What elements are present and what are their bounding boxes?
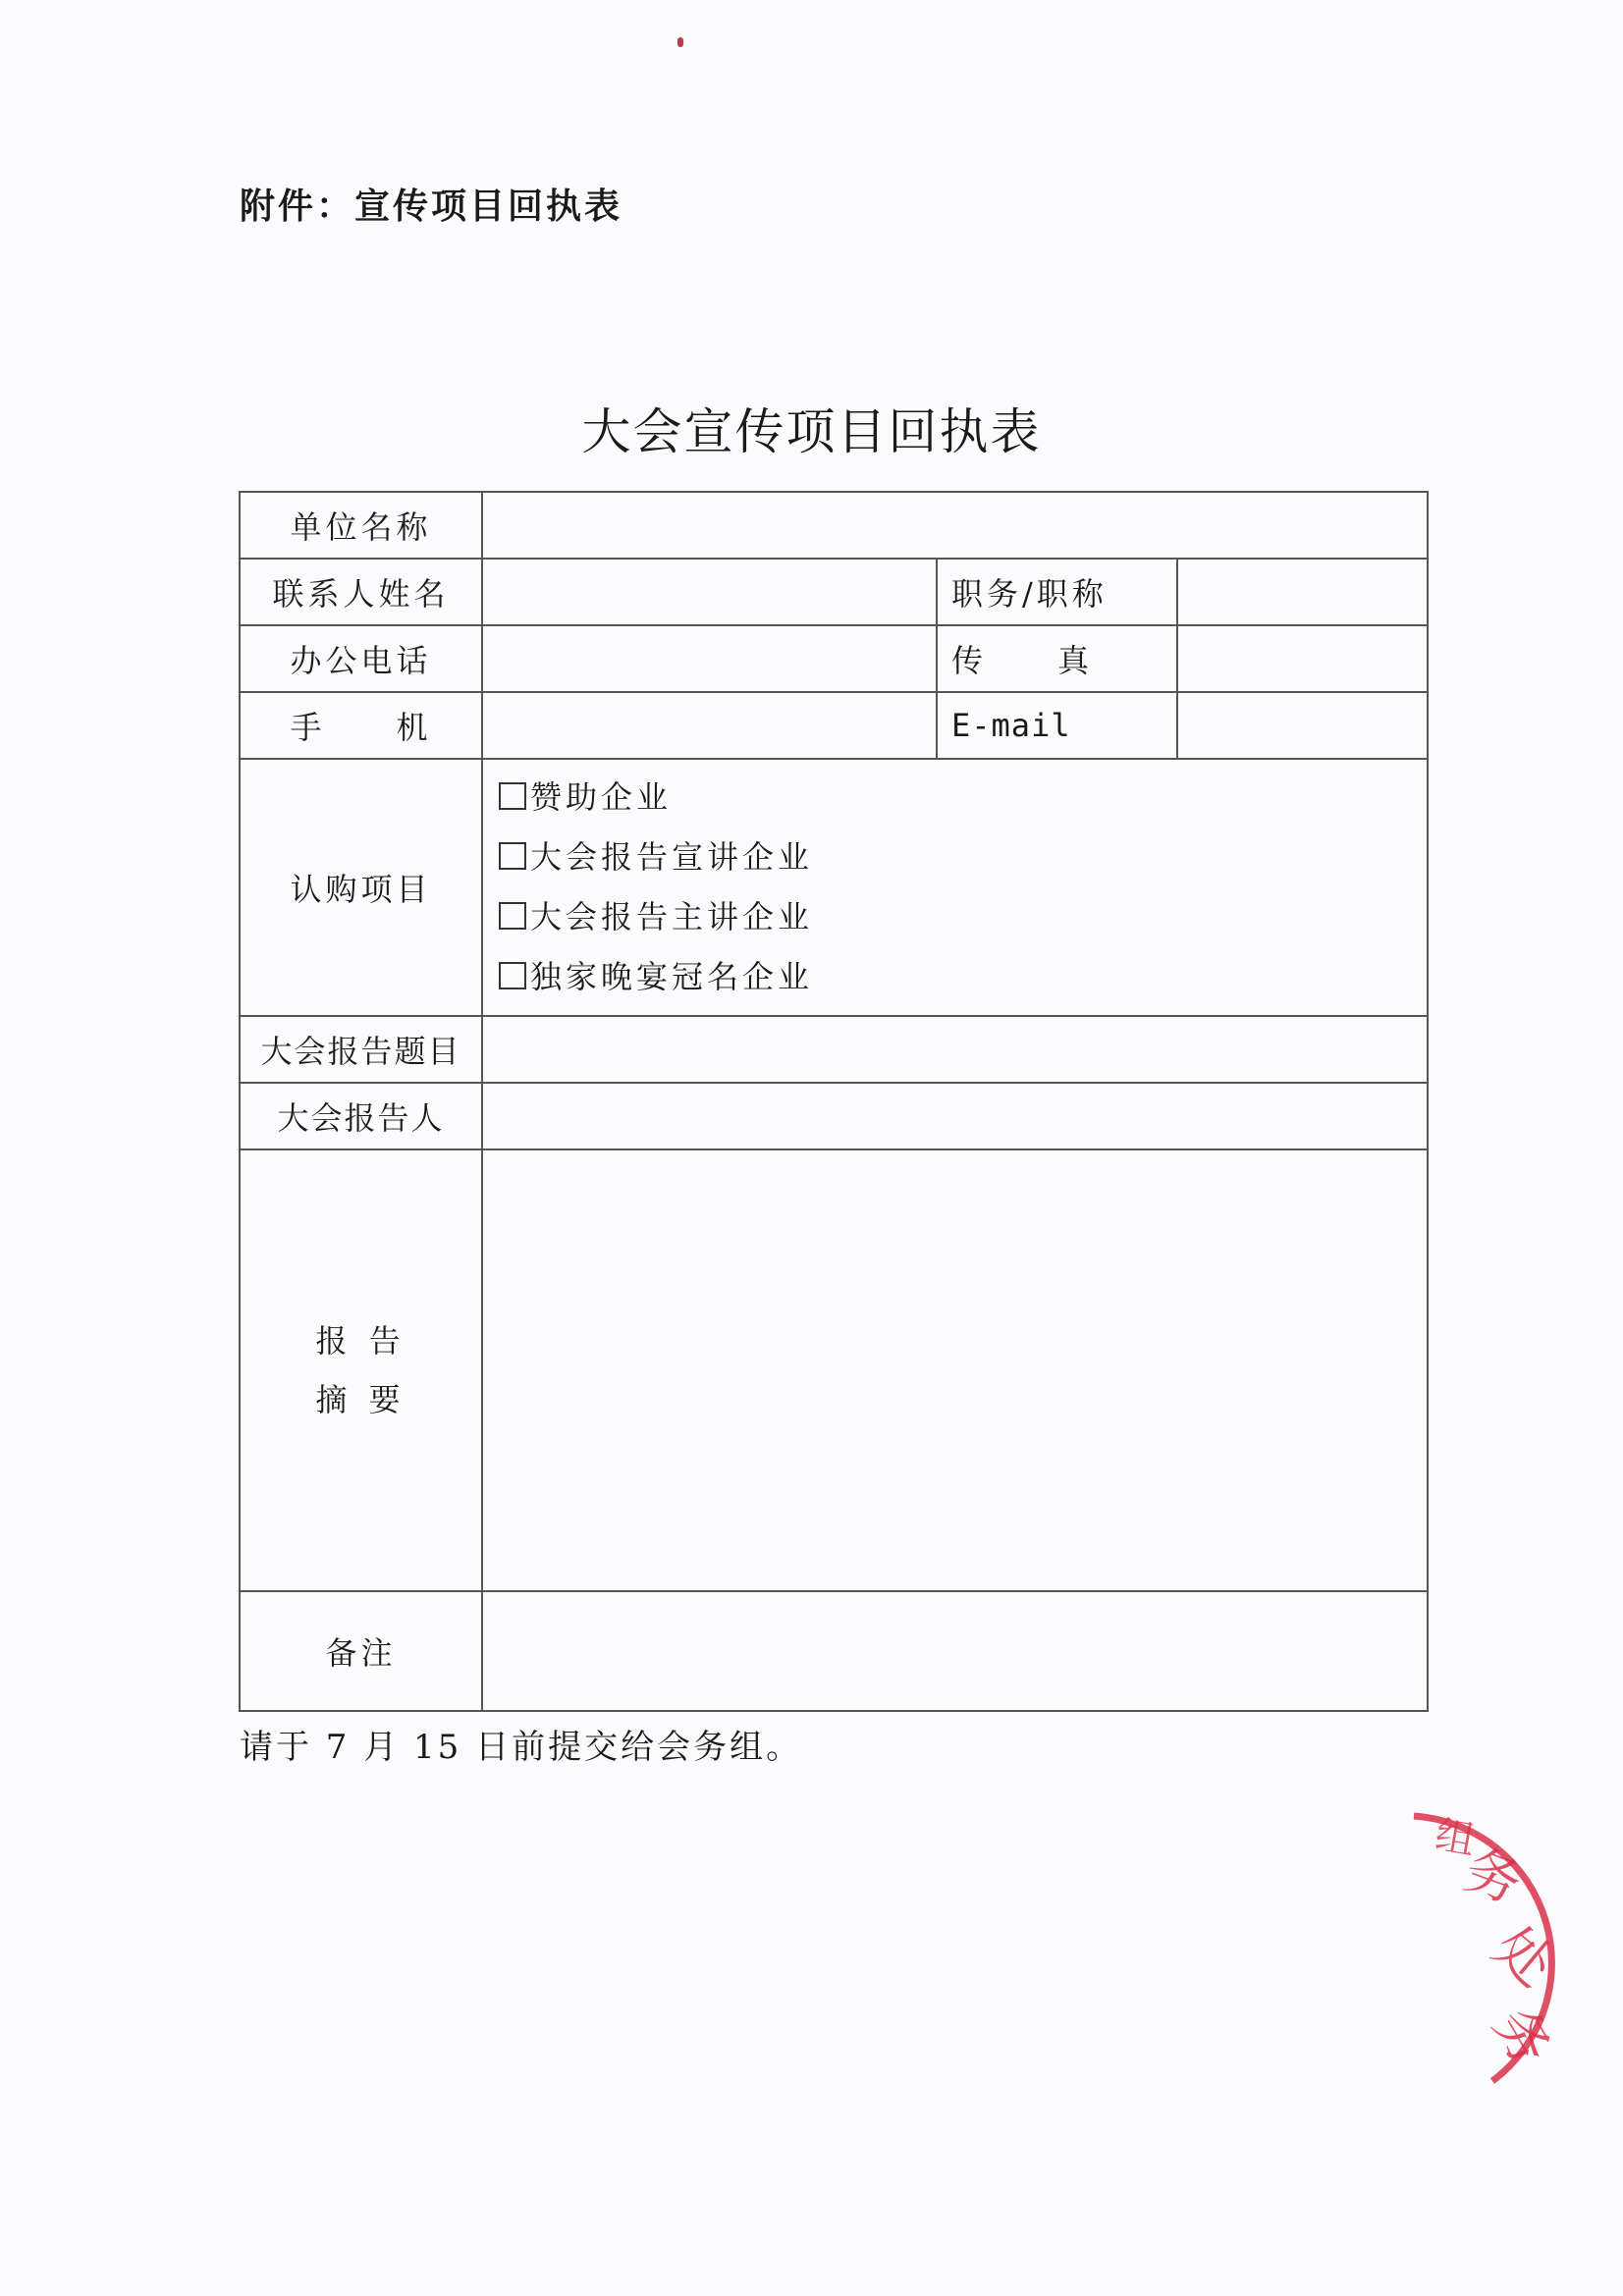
red-mark <box>677 37 683 47</box>
option-label: 独家晚宴冠名企业 <box>530 958 814 995</box>
row-remarks <box>240 1591 1428 1711</box>
field-contact-name[interactable] <box>482 559 937 625</box>
label-abstract-line1: 报 告 <box>315 1322 406 1360</box>
field-abstract[interactable] <box>482 1149 1428 1591</box>
submission-note: 请于 7 月 15 日前提交给会务组。 <box>240 1728 803 1767</box>
svg-text:务: 务 <box>1456 1838 1531 1917</box>
field-report-topic[interactable] <box>482 1016 1428 1083</box>
label-office-phone: 办公电话 <box>240 625 482 692</box>
row-phone-fax <box>240 625 1428 692</box>
field-mobile[interactable] <box>482 692 937 759</box>
field-office-phone[interactable] <box>482 625 937 692</box>
label-mobile-part1: 手 <box>290 709 326 746</box>
label-contact-name: 联系人姓名 <box>240 559 482 625</box>
field-position-title[interactable] <box>1177 559 1428 625</box>
label-abstract-line2: 摘 要 <box>315 1381 406 1418</box>
option-dinner-naming[interactable] <box>499 947 1427 1007</box>
attachment-label: 附件：宣传项目回执表 <box>240 187 623 227</box>
field-unit-name[interactable] <box>482 492 1428 559</box>
row-mobile-email <box>240 692 1428 759</box>
field-remarks[interactable] <box>482 1591 1428 1711</box>
row-subscribe <box>240 759 1428 1016</box>
checkbox-icon[interactable] <box>499 962 526 989</box>
field-email[interactable] <box>1177 692 1428 759</box>
option-label: 大会报告宣讲企业 <box>530 838 814 876</box>
checkbox-icon[interactable] <box>499 782 526 810</box>
field-reporter[interactable] <box>482 1083 1428 1149</box>
label-mobile <box>240 692 482 759</box>
option-report-keynote[interactable] <box>499 887 1427 947</box>
svg-text:务: 务 <box>1480 1997 1564 2077</box>
row-reporter <box>240 1083 1428 1149</box>
label-reporter: 大会报告人 <box>240 1083 482 1149</box>
option-report-promo[interactable] <box>499 828 1427 887</box>
form-title: 大会宣传项目回执表 <box>581 403 1042 460</box>
label-abstract <box>240 1149 482 1591</box>
checkbox-icon[interactable] <box>499 902 526 930</box>
label-fax <box>937 625 1177 692</box>
checkbox-icon[interactable] <box>499 842 526 870</box>
options-cell <box>482 759 1428 1016</box>
svg-text:处: 处 <box>1482 1914 1565 2000</box>
label-mobile-part2: 机 <box>396 709 432 746</box>
option-label: 大会报告主讲企业 <box>530 898 814 935</box>
label-fax-part2: 真 <box>1057 642 1094 679</box>
svg-text:组: 组 <box>1432 1812 1479 1864</box>
row-report-topic <box>240 1016 1428 1083</box>
row-abstract <box>240 1149 1428 1591</box>
label-position-title: 职务/职称 <box>937 559 1177 625</box>
option-sponsor[interactable] <box>499 768 1427 828</box>
field-fax[interactable] <box>1177 625 1428 692</box>
label-unit-name: 单位名称 <box>240 492 482 559</box>
label-report-topic: 大会报告题目 <box>240 1016 482 1083</box>
option-label: 赞助企业 <box>530 778 673 816</box>
label-subscribe-items: 认购项目 <box>240 759 482 1016</box>
reply-form-table <box>239 491 1429 1712</box>
label-remarks: 备注 <box>240 1591 482 1711</box>
row-contact <box>240 559 1428 625</box>
label-fax-part1: 传 <box>951 642 988 679</box>
label-email: E-mail <box>937 692 1177 759</box>
official-seal-stamp <box>1375 1787 1610 2105</box>
row-unit-name <box>240 492 1428 559</box>
